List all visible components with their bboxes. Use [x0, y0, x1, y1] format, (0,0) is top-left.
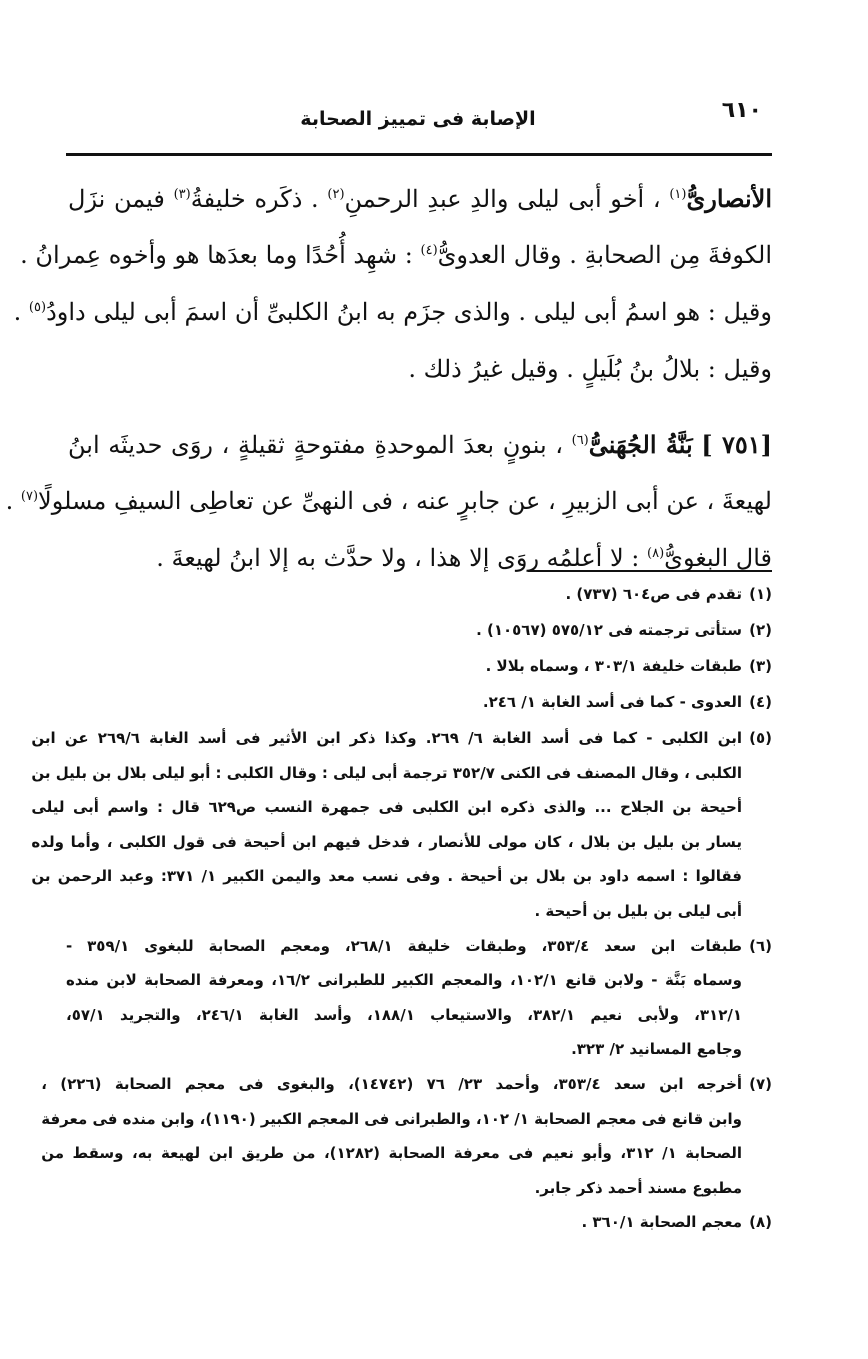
footnote-line: وسماه بَنَّة - ولابن قانع ١٠٢/١، والمعجم الكبير للطبرانى ١٦/٢، ومعرفة الصحابة لابن منده	[66, 971, 742, 990]
footnote-number: (١)	[749, 585, 772, 603]
footnote-1	[66, 576, 772, 612]
footnote-line: تقدم فى ص٦٠٤ (٧٣٧) .	[565, 585, 742, 603]
page-header	[68, 96, 768, 136]
text-line-2	[20, 227, 772, 284]
text-segment: : لا أعلمُه روَى إلا هذا ، ولا حدَّث به إلا ابنُ لهيعةَ .	[156, 544, 648, 572]
footnote-ref[interactable]: (٦)	[571, 433, 589, 448]
text-segment: . ذكَره خليفةُ	[190, 185, 328, 213]
text-segment: ، بنونٍ بعدَ الموحدةِ مفتوحةٍ ثقيلةٍ ، روَى حديثَه ابنُ	[68, 431, 572, 459]
text-segment: ، أخو أبى ليلى والدِ عبدِ الرحمنِ	[344, 185, 670, 213]
entry-name: بَنَّةُ الجُهَنىُّ	[588, 430, 693, 459]
footnote-number: (٦)	[749, 936, 772, 955]
footnote-line: ابن الكلبى - كما فى أسد الغابة ٦/ ٢٦٩. وكذا ذكر ابن الأثير فى أسد الغابة ٢٦٩/٦ عن ابن	[31, 729, 742, 747]
footnote-5	[31, 720, 772, 928]
footnote-3	[66, 648, 772, 684]
footnote-line: أحيحة بن الجلاح ... والذى ذكره ابن الكلبى فى جمهرة النسب ص٦٢٩ قال : واسم أبى ليلى	[31, 798, 743, 817]
running-title: الإصابة فى تمييز الصحابة	[300, 108, 536, 130]
footnote-line: ستأتى ترجمته فى ٥٧٥/١٢ (١٠٥٦٧) .	[476, 621, 742, 639]
text-line-4	[68, 341, 772, 398]
footnote-ref[interactable]: (١)	[669, 187, 687, 202]
footnote-line: أبى ليلى بن بليل بن أحيحة .	[534, 901, 742, 920]
text-segment: قال البغوىُّ	[664, 544, 772, 572]
page-number: ٦١٠	[721, 98, 762, 123]
text-line-3	[13, 284, 772, 341]
footnote-line: الصحابة ١/ ٣١٢، وأبو نعيم فى معرفة الصحابة (١٢٨٢)، من طريق ابن لهيعة به، وسقط من	[41, 1144, 743, 1163]
footnote-number: (٣)	[749, 657, 772, 675]
footnote-ref[interactable]: (٢)	[327, 187, 345, 202]
footnote-number: (٢)	[749, 621, 772, 639]
footnote-line: طبقات ابن سعد ٣٥٣/٤، وطبقات خليفة ٢٦٨/١، ومعجم الصحابة للبغوى ٣٥٩/١ -	[66, 936, 742, 955]
footnote-number: (٥)	[749, 729, 772, 747]
footnote-8	[66, 1204, 772, 1240]
entry-line-2	[5, 473, 772, 530]
footnote-line: ٣١٢/١، ولأبى نعيم ٣٨٢/١، والاستيعاب ١٨٨/١، وأسد الغابة ٢٤٦/١، والتجريد ٥٧/١،	[66, 1005, 742, 1024]
text-segment: فيمن نزَل	[68, 185, 174, 213]
footnotes	[31, 576, 772, 1240]
text-segment: الكوفةَ مِن الصحابةِ . وقال العدوىُّ	[437, 241, 772, 269]
footnote-7	[41, 1066, 772, 1204]
text-line-1	[68, 170, 772, 227]
footnote-ref[interactable]: (٧)	[20, 489, 39, 504]
footnote-ref[interactable]: (٤)	[420, 243, 438, 258]
footnote-line: العدوى - كما فى أسد الغابة ١/ ٢٤٦.	[482, 693, 742, 711]
footnote-number: (٧)	[749, 1074, 772, 1093]
footnote-line: وجامع المسانيد ٢/ ٣٢٣.	[571, 1040, 742, 1059]
text-segment: وقيل : هو اسمُ أبى ليلى . والذى جزَم به ابنُ الكلبىِّ أن اسمَ أبى ليلى داودُ	[46, 298, 772, 326]
footnote-line: يسار بن بليل بن بلال ، كان مولى للأنصار ، فدخل فيهم ابن أحيحة فى قول الكلبى ، وأما ولده	[31, 832, 742, 851]
header-rule	[66, 153, 772, 156]
main-text	[5, 170, 773, 587]
footnote-2	[66, 612, 772, 648]
footnote-6	[66, 928, 772, 1066]
footnote-line: مطبوع مسند أحمد ذكر جابر.	[534, 1178, 742, 1197]
footnote-ref[interactable]: (٣)	[173, 187, 191, 202]
footnote-number: (٤)	[749, 693, 772, 711]
footnote-line: وابن قانع فى معجم الصحابة ١/ ١٠٢، والطبرانى فى المعجم الكبير (١١٩٠)، وابن منده فى معرفة	[41, 1109, 742, 1128]
footnote-line: الكلبى ، وقال المصنف فى الكنى ٣٥٢/٧ ترجمة أبى ليلى : وقال الكلبى : أبو ليلى بلال بن بليل بن	[31, 763, 742, 782]
entry-number: [٧٥١	[712, 430, 772, 459]
footnote-line: معجم الصحابة ٣٦٠/١ .	[581, 1213, 742, 1232]
footnote-4	[66, 684, 772, 720]
footnote-line: أخرجه ابن سعد ٣٥٣/٤، وأحمد ٢٣/ ٧٦ (١٤٧٤٢)، والبغوى فى معجم الصحابة (٢٢٦) ،	[41, 1074, 743, 1093]
entry-line-1: [٧٥١ ] بَنَّةُ الجُهَنىُّ$^{(٦)}$ ، بنونٍ بعدَ الموحدةِ مفتوحةٍ ثقيلةٍ ، روَى حديثَه ابنُ	[68, 430, 772, 459]
text-segment: وقيل : بلالُ بنُ بُلَيلٍ . وقيل غيرُ ذلك .	[408, 355, 772, 383]
footnote-ref[interactable]: (٨)	[647, 546, 665, 561]
text-segment: .	[5, 487, 21, 515]
entry-name: الأنصارىُّ	[686, 184, 773, 213]
footnote-separator	[528, 570, 772, 572]
footnote-line: طبقات خليفة ٣٠٣/١ ، وسماه بلالا .	[485, 657, 742, 675]
text-segment: .	[13, 298, 29, 326]
footnote-line: فقالوا : اسمه داود بن بلال بن أحيحة . وفى نسب معد واليمن الكبير ١/ ٣٧١: وعبد الرحمن بن	[31, 867, 743, 886]
footnote-ref[interactable]: (٥)	[28, 300, 47, 315]
text-segment: لهيعةَ ، عن أبى الزبيرِ ، عن جابرٍ عنه ، فى النهىِّ عن تعاطِى السيفِ مسلولًا	[38, 487, 772, 515]
footnote-number: (٨)	[749, 1213, 772, 1232]
text-segment: : شهِد أُحُدًا وما بعدَها هو وأخوه عِمرانُ .	[20, 241, 421, 269]
